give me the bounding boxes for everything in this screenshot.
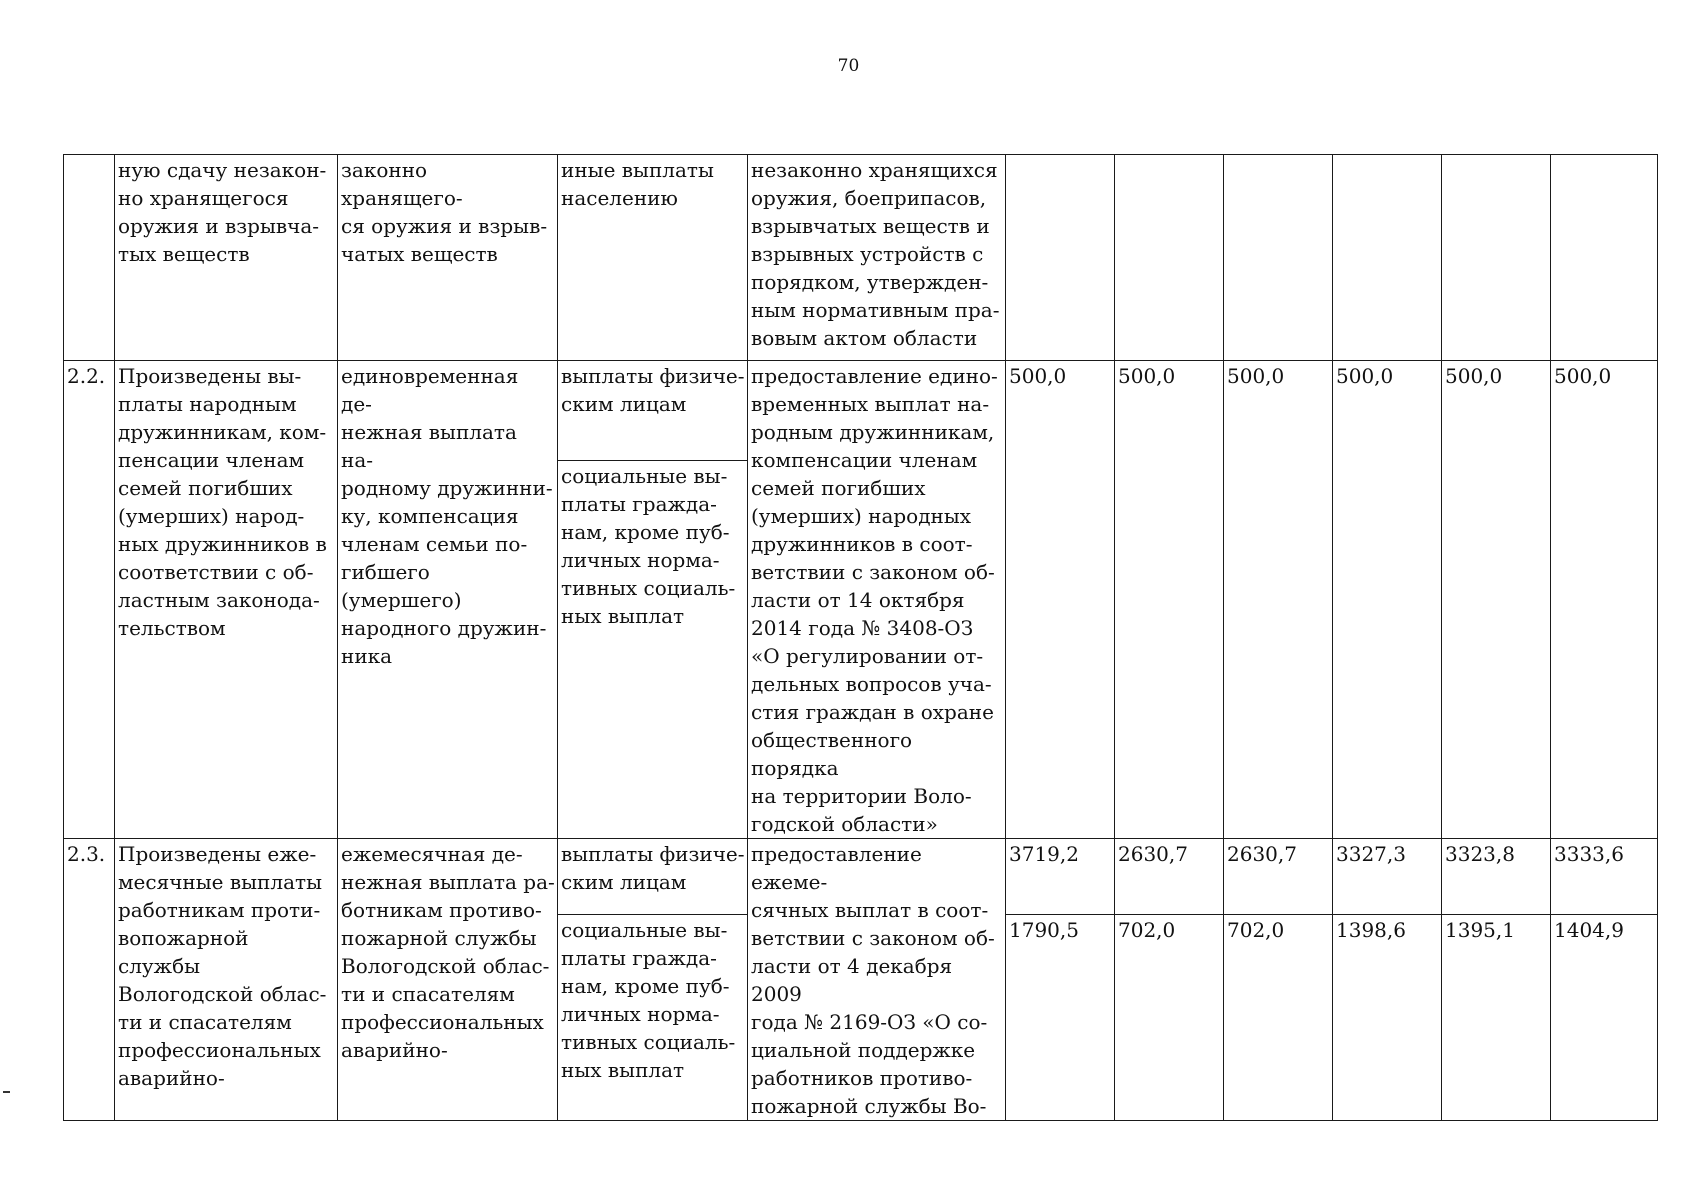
basis-cell: предоставление едино- временных выплат на- родным дружинникам, компенсации членам семей погибших (умерших) народных дружинников в соот- ветствии с законом об- ласти от 14 октября 2014 года № 3408-ОЗ «О регулировании от- дельных вопросов уча- стия граждан в охране общественного порядка на территории Воло- годской области» — [748, 361, 1006, 839]
row-number — [64, 155, 115, 361]
result-cell: ежемесячная де- нежная выплата ра- ботникам противо- пожарной службы Вологодской облас- ти и спасателям профессиональных аварийно- — [338, 839, 558, 1121]
amount-cell: 2630,7 — [1224, 839, 1333, 915]
amount-cell: 500,0 — [1442, 361, 1551, 839]
amount-cell: 3323,8 — [1442, 839, 1551, 915]
program-table — [63, 154, 1658, 1121]
amount-cell: 500,0 — [1333, 361, 1442, 839]
amount-cell: 500,0 — [1551, 361, 1658, 839]
amount-cell: 500,0 — [1115, 361, 1224, 839]
amount-cell: 702,0 — [1224, 915, 1333, 1121]
basis-cell: незаконно хранящихся оружия, боеприпасов, взрывчатых веществ и взрывных устройств с порядком, утвержден- ным нормативным пра- вовым актом области — [748, 155, 1006, 361]
amount-cell: 1404,9 — [1551, 915, 1658, 1121]
expense-type-cell: выплаты физиче- ским лицам — [558, 839, 748, 915]
event-cell: Произведены вы- платы народным дружинникам, ком- пенсации членам семей погибших (умерших) народ- ных дружинников в соответствии с об- ластным законода- тельством — [115, 361, 338, 839]
expense-type-cell: иные выплаты населению — [558, 155, 748, 361]
row-number: 2.3. — [64, 839, 115, 1121]
event-cell: Произведены еже- месячные выплаты работникам проти- вопожарной службы Вологодской облас- ти и спасателям профессиональных аварийно- — [115, 839, 338, 1121]
amount-cell: 2630,7 — [1115, 839, 1224, 915]
amount-cell — [1442, 155, 1551, 361]
result-cell: законно хранящего- ся оружия и взрыв- чатых веществ — [338, 155, 558, 361]
amount-cell: 3327,3 — [1333, 839, 1442, 915]
amount-cell: 1395,1 — [1442, 915, 1551, 1121]
row-number: 2.2. — [64, 361, 115, 839]
table-row — [64, 155, 1658, 361]
amount-cell — [1006, 155, 1115, 361]
amount-cell — [1115, 155, 1224, 361]
expense-type-cell: выплаты физиче- ским лицам — [558, 361, 748, 461]
basis-cell: предоставление ежеме- сячных выплат в соот- ветствии с законом об- ласти от 4 декабря 2009 года № 2169-ОЗ «О со- циальной поддержке работников противо- пожарной службы Во- — [748, 839, 1006, 1121]
amount-cell: 1790,5 — [1006, 915, 1115, 1121]
amount-cell — [1224, 155, 1333, 361]
expense-type-cell: социальные вы- платы гражда- нам, кроме пуб- личных норма- тивных социаль- ных выплат — [558, 461, 748, 839]
amount-cell: 3333,6 — [1551, 839, 1658, 915]
amount-cell: 702,0 — [1115, 915, 1224, 1121]
scan-artifact — [3, 1091, 10, 1093]
amount-cell: 1398,6 — [1333, 915, 1442, 1121]
amount-cell: 500,0 — [1224, 361, 1333, 839]
amount-cell: 3719,2 — [1006, 839, 1115, 915]
event-cell: ную сдачу незакон- но хранящегося оружия и взрывча- тых веществ — [115, 155, 338, 361]
amount-cell — [1333, 155, 1442, 361]
amount-cell: 500,0 — [1006, 361, 1115, 839]
result-cell: единовременная де- нежная выплата на- родному дружинни- ку, компенсация членам семьи по- гибшего (умершего) народного дружин- ника — [338, 361, 558, 839]
expense-type-cell: социальные вы- платы гражда- нам, кроме пуб- личных норма- тивных социаль- ных выплат — [558, 915, 748, 1121]
table-row — [64, 361, 1658, 461]
table-row — [64, 839, 1658, 915]
amount-cell — [1551, 155, 1658, 361]
page-number: 70 — [837, 56, 860, 76]
